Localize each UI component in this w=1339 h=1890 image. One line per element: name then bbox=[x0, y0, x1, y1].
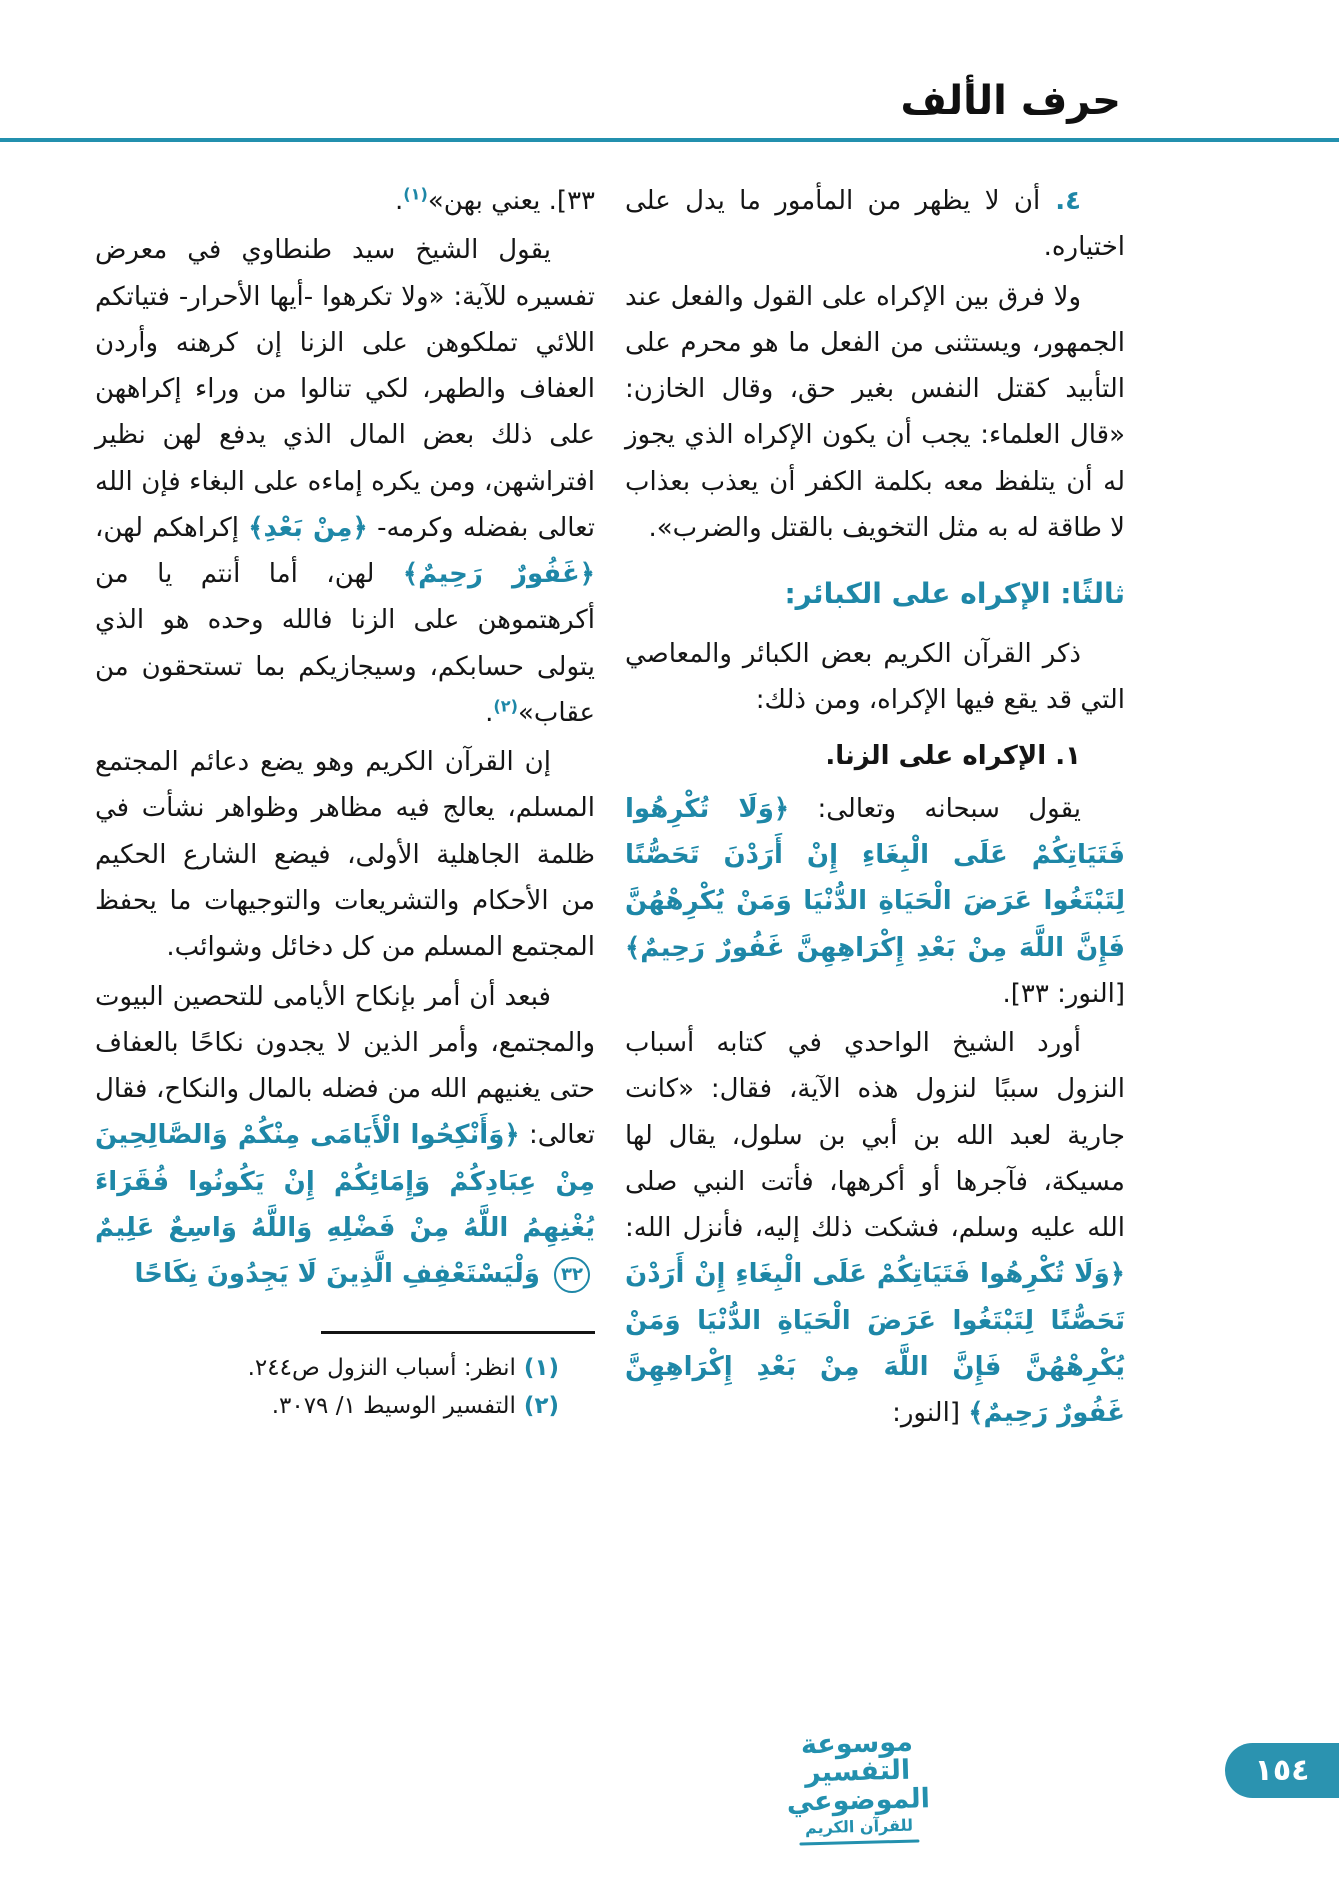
subheading-coercion-zina bbox=[625, 733, 1125, 779]
paragraph-quran-mentions bbox=[625, 631, 1125, 724]
footnote-ref: (١) bbox=[403, 184, 428, 204]
body-text: يعني بهن» bbox=[427, 186, 541, 216]
footnote-text: التفسير الوسيط ١/ ٣٠٧٩. bbox=[271, 1393, 516, 1420]
body-text: . bbox=[485, 697, 494, 728]
paragraph-quran-society bbox=[95, 739, 595, 970]
publisher-logo bbox=[747, 1727, 970, 1847]
body-text: فبعد أن أمر بإنكاح الأيامى للتحصين البيوت والمجتمع، وأمر الذين لا يجدون نكاحًا بالعفاف حتى يغنيهم الله من فضله بالمال والنكاح، فقال تعالى: bbox=[95, 981, 595, 1151]
page-header bbox=[0, 0, 1339, 124]
paragraph-continuation-verse-ref bbox=[95, 178, 595, 224]
footnote-divider-rule bbox=[321, 1331, 595, 1334]
logo-subtitle-text: للقرآن الكريم bbox=[804, 1815, 914, 1838]
right-column bbox=[625, 178, 1125, 1439]
body-text: أن لا يظهر من المأمور ما يدل على اختياره. bbox=[625, 186, 1125, 263]
verse-citation: [النور: ٣٣]. bbox=[1002, 978, 1125, 1009]
footnotes-section bbox=[95, 1350, 595, 1426]
footnote-ref: (٢) bbox=[493, 696, 519, 716]
list-number-marker: ٤. bbox=[1040, 186, 1081, 216]
body-text: ذكر القرآن الكريم بعض الكبائر والمعاصي التي قد يقع فيها الإكراه، ومن ذلك: bbox=[625, 638, 1125, 716]
body-text: إكراهكم لهن، bbox=[95, 512, 249, 543]
logo-flourish-ornament bbox=[799, 1839, 919, 1845]
quran-verse: ﴿وَأَنْكِحُوا الْأَيَامَى مِنْكُمْ وَالصَّالِحِينَ مِنْ عِبَادِكُمْ وَإِمَائِكُمْ إِنْ يَكُونُوا فُقَرَاءَ يُغْنِهِمُ اللَّهُ مِنْ فَضْلِهِ وَاللَّهُ وَاسِعٌ عَلِيمٌ bbox=[95, 1120, 595, 1243]
page-number-tab bbox=[1225, 1743, 1339, 1798]
quran-verse: ﴿وَلَا تُكْرِهُوا فَتَيَاتِكُمْ عَلَى الْبِغَاءِ إِنْ أَرَدْنَ تَحَصُّنًا لِتَبْتَغُوا عَرَضَ الْحَيَاةِ الدُّنْيَا وَمَنْ يُكْرِهْهُنَّ فَإِنَّ اللَّهَ مِنْ بَعْدِ إِكْرَاهِهِنَّ غَفُورٌ رَحِيمٌ﴾ bbox=[625, 1259, 1125, 1429]
paragraph-tantawi-tafsir bbox=[95, 227, 595, 736]
left-column-text bbox=[95, 178, 595, 1297]
footnote-item bbox=[95, 1350, 595, 1388]
body-text: إن القرآن الكريم وهو يضع دعائم المجتمع المسلم، يعالج فيه مظاهر وظواهر نشأت في ظلمة الجاهلية الأولى، فيضع الشارع الحكيم من الأحكام والتشريعات والتوجيهات ما يحفظ المجتمع المسلم من كل دخائل وشوائب. bbox=[95, 747, 595, 963]
logo-title-text: موسوعة التفسير الموضوعي bbox=[786, 1726, 931, 1818]
quran-verse: ﴿وَلَا تُكْرِهُوا فَتَيَاتِكُمْ عَلَى الْبِغَاءِ إِنْ أَرَدْنَ تَحَصُّنًا لِتَبْتَغُوا عَرَضَ الْحَيَاةِ الدُّنْيَا وَمَنْ يُكْرِهْهُنَّ فَإِنَّ اللَّهَ مِنْ بَعْدِ إِكْرَاهِهِنَّ غَفُورٌ رَحِيمٌ﴾ bbox=[625, 793, 1125, 963]
header-divider-rule bbox=[0, 138, 1339, 142]
content-columns bbox=[95, 178, 1125, 1439]
footnote-text: انظر: أسباب النزول ص٢٤٤. bbox=[247, 1355, 516, 1382]
numbered-item-4 bbox=[625, 178, 1125, 271]
body-text: ولا فرق بين الإكراه على القول والفعل عند الجمهور، ويستثنى من الفعل ما هو محرم على التأبيد كقتل النفس بغير حق، وقال الخازن: «قال العلماء: يجب أن يكون الإكراه الذي يجوز له أن يتلفظ معه بكلمة الكفر أن يعذب بعذاب لا طاقة له به مثل التخويف بالقتل والضرب». bbox=[625, 281, 1125, 543]
body-text: لهن، أما أنتم يا من أكرهتموهن على الزنا فالله وحده هو الذي يتولى حسابكم، وسيجازيكم بما تستحقون من عقاب» bbox=[95, 559, 595, 728]
section-heading-coercion-major-sins bbox=[625, 569, 1125, 619]
page-number: ١٥٤ bbox=[1254, 1753, 1310, 1788]
body-text: . bbox=[395, 186, 404, 216]
paragraph-wahidi-asbab-nuzul bbox=[625, 1020, 1125, 1436]
heading-text: ثالثًا: الإكراه على الكبائر: bbox=[784, 577, 1125, 611]
ayah-number-ornament: ٣٢ bbox=[554, 1257, 590, 1293]
quran-verse: ﴿غَفُورٌ رَحِيمٌ﴾ bbox=[402, 559, 595, 590]
verse-citation: ٣٣]. bbox=[540, 186, 595, 216]
body-text: يقول سبحانه وتعالى: bbox=[789, 793, 1081, 824]
paragraph-verse-nur-33 bbox=[625, 786, 1125, 1017]
quran-verse: ﴿مِنْ بَعْدِ﴾ bbox=[248, 512, 368, 543]
paragraph-coercion-word-deed bbox=[625, 274, 1125, 552]
body-text: ١. الإكراه على الزنا. bbox=[825, 741, 1081, 772]
footnote-marker: (٢) bbox=[523, 1393, 559, 1420]
left-column bbox=[95, 178, 595, 1426]
footnote-marker: (١) bbox=[523, 1355, 559, 1382]
paragraph-verse-nur-32 bbox=[95, 974, 595, 1298]
body-text: أورد الشيخ الواحدي في كتابه أسباب النزول سببًا لنزول هذه الآية، فقال: «كانت جارية لعبد الله بن أبي بن سلول، يقال لها مسيكة، فآجرها أو أكرهها، فأتت النبي صلى الله عليه وسلم، فشكت ذلك إليه، فأنزل الله: bbox=[625, 1028, 1125, 1244]
chapter-title: حرف الألف bbox=[900, 78, 1121, 124]
verse-citation: [النور: bbox=[892, 1398, 969, 1429]
footnote-item bbox=[95, 1388, 595, 1426]
body-text: يقول الشيخ سيد طنطاوي في معرض تفسيره للآية: «ولا تكرهوا -أيها الأحرار- فتياتكم اللائي تملكوهن على الزنا إن كرهنه وأردن العفاف والطهر، لكي تنالوا من وراء إكراههن على ذلك بعض المال الذي يدفع لهن نظير افتراشهن، ومن يكره إماءه على البغاء فإن الله تعالى بفضله وكرمه- bbox=[95, 235, 595, 543]
quran-verse: وَلْيَسْتَعْفِفِ الَّذِينَ لَا يَجِدُونَ نِكَاحًا bbox=[134, 1259, 549, 1290]
